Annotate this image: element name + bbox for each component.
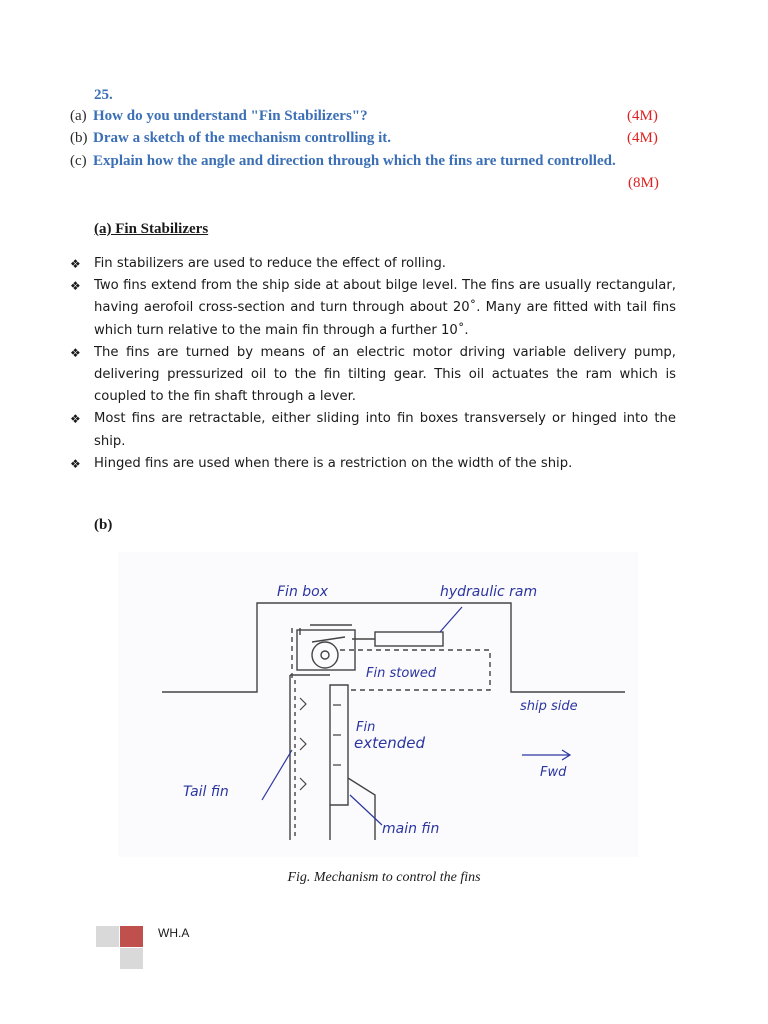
part-c-marks: (8M) <box>628 175 659 191</box>
list-item: ❖ Most fins are retractable, either sliding into fin boxes transversely or hinged into the ship. <box>70 408 676 452</box>
part-a-marks: (4M) <box>627 108 658 124</box>
list-item: ❖ Hinged fins are used when there is a restriction on the width of the ship. <box>70 453 676 475</box>
section-a-prefix: (a) <box>94 221 112 237</box>
label-tail-fin: Tail fin <box>183 784 229 800</box>
question-part-b <box>70 130 670 147</box>
part-b-marks: (4M) <box>627 130 658 146</box>
part-tag: (b) <box>70 130 88 146</box>
section-b-heading: (b) <box>94 517 113 533</box>
bullet-diamond-icon: ❖ <box>70 412 81 427</box>
label-fin-extended-2: extended <box>354 734 425 752</box>
label-forward: Fwd <box>540 765 567 780</box>
bullet-diamond-icon: ❖ <box>70 456 81 471</box>
footer-square-gray <box>120 948 143 969</box>
section-a-bullets <box>70 253 676 475</box>
label-fin-stowed: Fin stowed <box>366 666 437 681</box>
label-hydraulic-ram: hydraulic ram <box>440 584 538 600</box>
bullet-diamond-icon: ❖ <box>70 257 81 271</box>
list-item: ❖ Fin stabilizers are used to reduce the effect of rolling. <box>70 253 676 275</box>
bullet-diamond-icon: ❖ <box>70 345 81 360</box>
part-text: How do you understand "Fin Stabilizers"? <box>93 108 368 124</box>
part-text: Explain how the angle and direction through which the fins are turned controlled. <box>93 153 616 169</box>
fin-mechanism-diagram <box>0 540 768 870</box>
footer-author: WH.A <box>158 926 190 940</box>
part-tag: (c) <box>70 153 87 169</box>
section-a-heading <box>94 221 208 238</box>
question-part-a <box>70 108 670 125</box>
bullet-diamond-icon: ❖ <box>70 279 81 294</box>
footer-square-gray <box>96 926 119 947</box>
footer-square-red <box>120 926 143 947</box>
list-item: ❖ Two fins extend from the ship side at about bilge level. The fins are usually rectangular, having aerofoil cross-section and turn through about 20˚. Many are fitted with tail fins which turn relative to the main fin through a further 10˚. <box>70 275 676 342</box>
label-fin-extended-1: Fin <box>356 720 376 735</box>
label-fin-box: Fin box <box>277 584 329 600</box>
question-part-c <box>70 153 690 170</box>
part-tag: (a) <box>70 108 87 124</box>
question-number: 25. <box>94 87 113 103</box>
section-a-title: Fin Stabilizers <box>111 221 209 237</box>
label-main-fin: main fin <box>382 821 440 837</box>
list-item: ❖ The fins are turned by means of an electric motor driving variable delivery pump, delivering pressurized oil to the fin tilting gear. This oil actuates the ram which is coupled to the fin shaft through a lever. <box>70 342 676 409</box>
figure-caption: Fig. Mechanism to control the fins <box>287 870 481 885</box>
part-text: Draw a sketch of the mechanism controlling it. <box>93 130 392 146</box>
label-ship-side: ship side <box>520 699 578 714</box>
